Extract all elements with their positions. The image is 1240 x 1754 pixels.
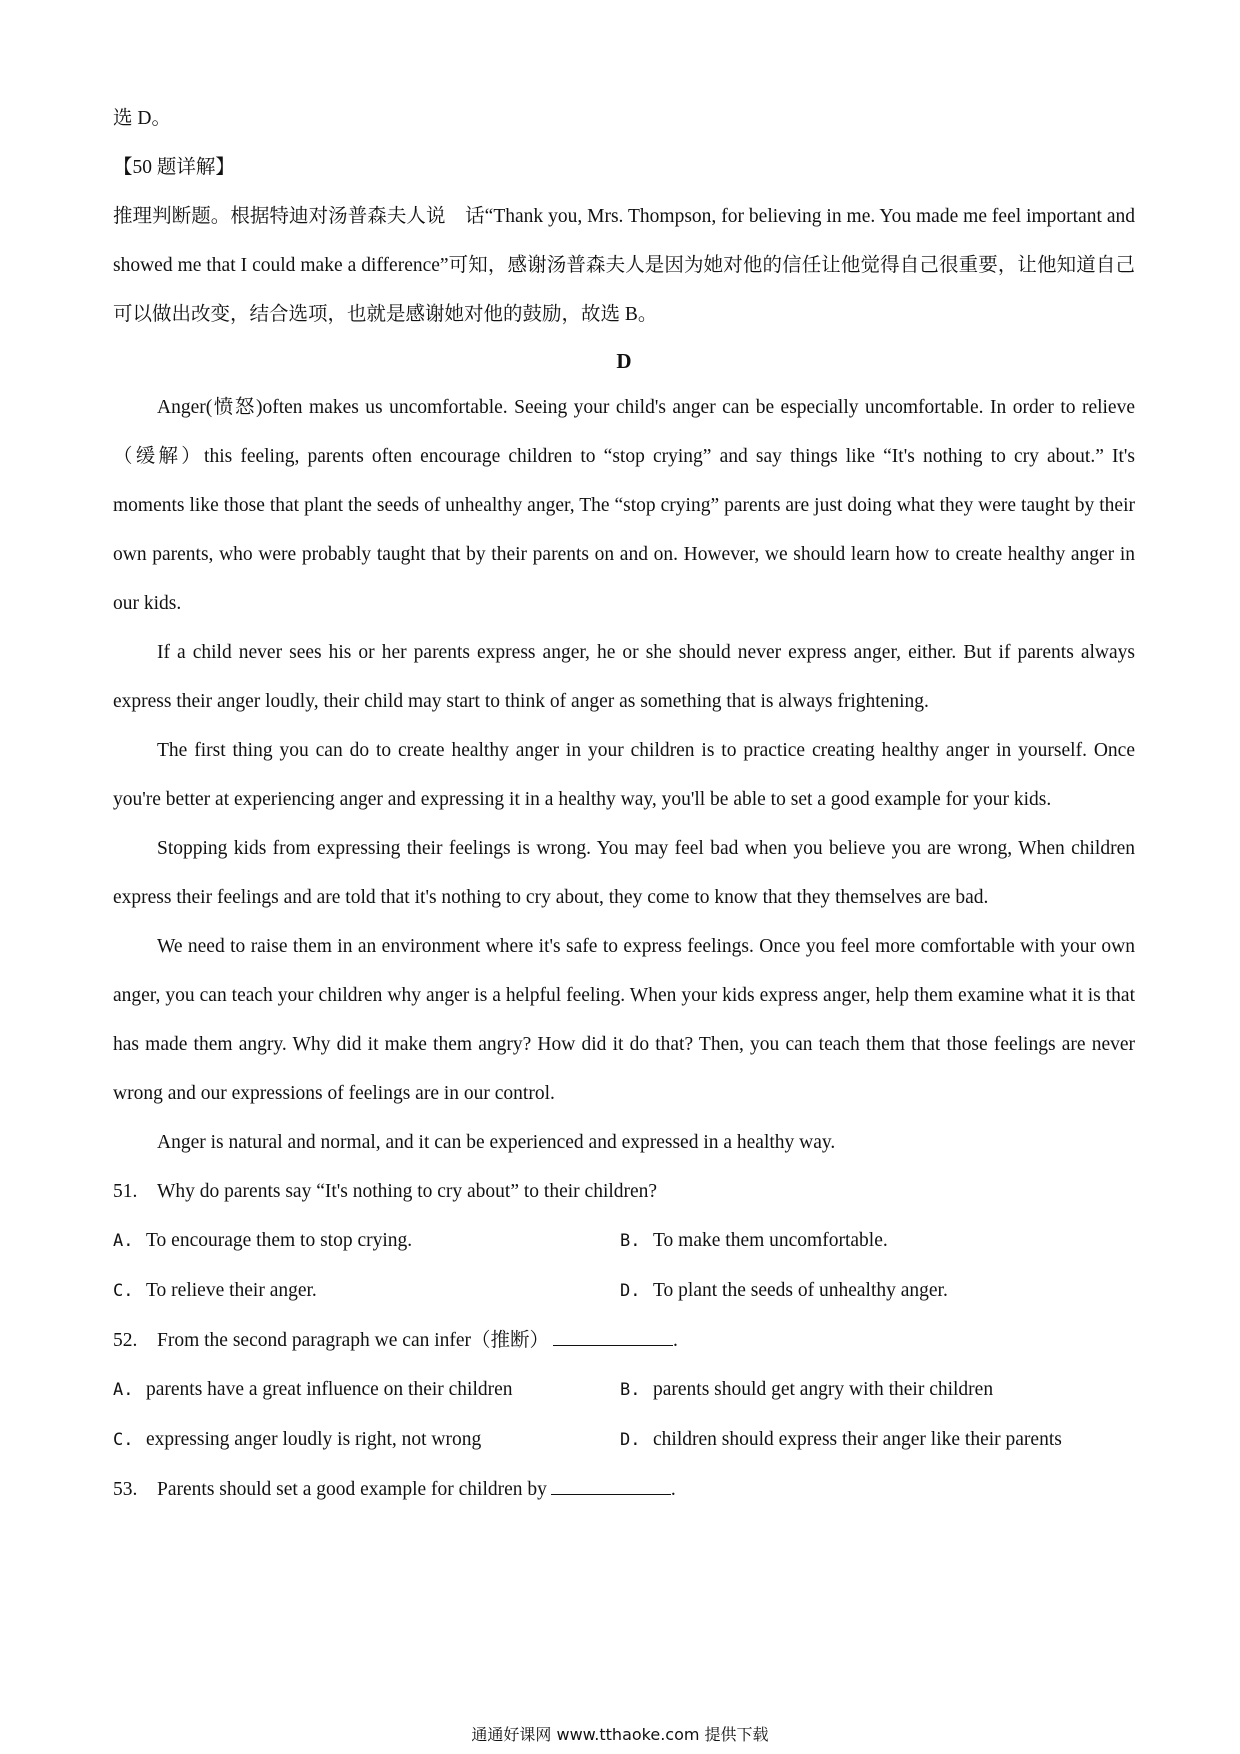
option-letter: D.: [620, 1430, 641, 1450]
option-d[interactable]: [620, 1266, 1127, 1316]
option-a[interactable]: [113, 1365, 620, 1415]
option-b[interactable]: [620, 1216, 1127, 1266]
passage-paragraph-1: Anger(愤怒)often makes us uncomfortable. Seeing your child's anger can be especially uncomfortable. In order to relieve（缓解）this feeling, parents often encourage children to “stop crying” and say things like “It's nothing to cry about.” It's moments like those that plant the seeds of unhealthy anger, The “stop crying” parents are just doing what they were taught by their own parents, who were probably taught that by their parents on and on. However, we should learn how to create healthy anger in our kids.: [113, 397, 1135, 614]
option-text: To make them uncomfortable.: [653, 1230, 888, 1251]
question-text: Why do parents say “It's nothing to cry about” to their children?: [157, 1181, 658, 1202]
explanation-text: 推理判断题。根据特迪对汤普森夫人说 话“Thank you, Mrs. Thompson, for believing in me. You made me feel important and showed me that I could make a difference”可知，感谢汤普森夫人是因为她对他的信任让他觉得自己很重要，让他知道自己可以做出改变，结合选项，也就是感谢她对他的鼓励，故选 B。: [113, 206, 1135, 325]
option-text: To plant the seeds of unhealthy anger.: [653, 1280, 948, 1301]
answer-blank[interactable]: [553, 1327, 673, 1346]
option-letter: C.: [113, 1281, 134, 1301]
section-title: D: [616, 349, 632, 373]
option-d[interactable]: [620, 1415, 1127, 1465]
option-letter: D.: [620, 1281, 641, 1301]
option-letter: B.: [620, 1380, 641, 1400]
answer-blank[interactable]: [551, 1476, 671, 1495]
option-letter: A.: [113, 1380, 134, 1400]
option-b[interactable]: [620, 1365, 1127, 1415]
question-suffix: .: [673, 1330, 678, 1351]
question-text: From the second paragraph we can infer（推断）: [157, 1330, 550, 1351]
option-letter: B.: [620, 1231, 641, 1251]
option-text: To relieve their anger.: [146, 1280, 317, 1301]
passage-paragraph-4: Stopping kids from expressing their feelings is wrong. You may feel bad when you believe you are wrong, When children express their feelings and are told that it's nothing to cry about, they come to know that they themselves are bad.: [113, 838, 1135, 908]
option-text: children should express their anger like their parents: [653, 1429, 1062, 1450]
option-text: To encourage them to stop crying.: [146, 1230, 413, 1251]
option-text: expressing anger loudly is right, not wrong: [146, 1429, 482, 1450]
option-c[interactable]: [113, 1415, 620, 1465]
passage-paragraph-3: The first thing you can do to create healthy anger in your children is to practice creating healthy anger in yourself. Once you're better at experiencing anger and expressing it in a healthy way, you'll be able to set a good example for your kids.: [113, 740, 1135, 810]
footer-watermark: 通通好课网 www.tthaoke.com 提供下载: [471, 1725, 769, 1744]
question-number: 52.: [113, 1330, 138, 1351]
option-text: parents have a great influence on their children: [146, 1379, 513, 1400]
previous-answer-line: 选 D。: [113, 108, 171, 129]
question-51: [113, 1167, 1135, 1316]
option-a[interactable]: [113, 1216, 620, 1266]
option-letter: A.: [113, 1231, 134, 1251]
question-52: [113, 1316, 1135, 1465]
document-page: [113, 94, 1135, 1514]
passage-paragraph-2: If a child never sees his or her parents express anger, he or she should never express anger, either. But if parents always express their anger loudly, their child may start to think of anger as something that is always frightening.: [113, 642, 1135, 712]
passage-paragraph-6: Anger is natural and normal, and it can be experienced and expressed in a healthy way.: [157, 1132, 836, 1153]
question-53: [113, 1465, 1135, 1514]
explanation-header: 【50 题详解】: [113, 157, 235, 178]
question-suffix: .: [670, 1479, 676, 1500]
question-number: 53.: [113, 1479, 138, 1500]
passage-paragraph-5: We need to raise them in an environment where it's safe to express feelings. Once you feel more comfortable with your own anger, you can teach your children why anger is a helpful feeling. When your kids express anger, help them examine what it is that has made them angry. Why did it make them angry? How did it do that? Then, you can teach them that those feelings are never wrong and our expressions of feelings are in our control.: [113, 936, 1135, 1104]
option-letter: C.: [113, 1430, 134, 1450]
option-c[interactable]: [113, 1266, 620, 1316]
question-number: 51.: [113, 1181, 138, 1202]
question-text: Parents should set a good example for children by: [157, 1479, 547, 1500]
option-text: parents should get angry with their children: [653, 1379, 994, 1400]
